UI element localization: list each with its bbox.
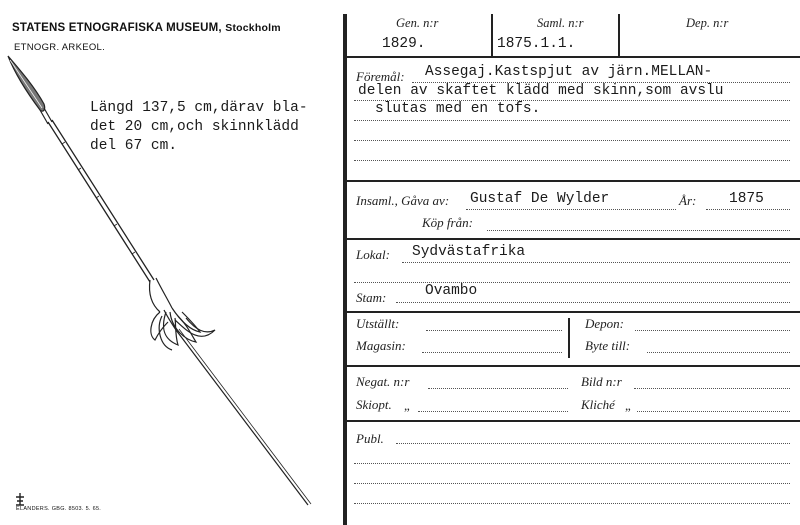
museum-city: Stockholm <box>225 22 281 34</box>
byte-till-label: Byte till: <box>585 338 631 353</box>
byte-till-dotline <box>647 352 790 353</box>
utstallt-dotline <box>426 330 562 331</box>
publ-dotline-3 <box>354 483 790 484</box>
lokal-dotline-2 <box>354 282 790 283</box>
lokal-label: Lokal: <box>356 247 390 262</box>
foremal-rule <box>347 180 800 182</box>
museum-name-text: STATENS ETNOGRAFISKA MUSEUM, <box>12 22 222 34</box>
publ-dotline-1 <box>396 443 790 444</box>
header-divider-1 <box>491 14 493 56</box>
bild-dotline <box>634 388 790 389</box>
publ-label: Publ. <box>356 431 384 446</box>
lokal-value: Sydvästafrika <box>412 244 526 260</box>
header-bottom-rule <box>347 56 800 58</box>
saml-nr-label: Saml. n:r <box>537 16 584 30</box>
kliche-ditto: „ <box>625 398 631 413</box>
foremal-dotline-4 <box>354 140 790 141</box>
bild-label: Bild n:r <box>581 374 622 389</box>
museum-name <box>12 22 281 34</box>
foremal-dotline-3 <box>354 120 790 121</box>
depon-dotline <box>635 330 790 331</box>
card-divider <box>343 14 347 525</box>
lokal-dotline-1 <box>402 262 790 263</box>
insaml-dotline <box>466 209 676 210</box>
header-divider-2 <box>618 14 620 56</box>
kliche-dotline <box>637 411 790 412</box>
stam-dotline <box>396 302 790 303</box>
skiopt-dotline <box>418 411 568 412</box>
insaml-year-label: År: <box>679 193 697 208</box>
insaml-year-value: 1875 <box>729 191 764 207</box>
gen-nr-label: Gen. n:r <box>396 16 439 30</box>
publ-dotline-2 <box>354 463 790 464</box>
description-line-2: det 20 cm,och skinnklädd <box>90 119 299 135</box>
insaml-label: Insaml., Gåva av: <box>356 193 450 208</box>
department-label: ETNOGR. ARKEOL. <box>14 42 106 53</box>
location-divider <box>568 318 570 358</box>
publ-dotline-4 <box>354 503 790 504</box>
stam-value: Ovambo <box>425 283 478 299</box>
stam-label: Stam: <box>356 290 387 305</box>
description-note <box>90 99 308 156</box>
insaml-value: Gustaf De Wylder <box>470 191 610 207</box>
kop-fran-dotline <box>487 230 790 231</box>
foremal-line-3: slutas med en tofs. <box>375 101 541 117</box>
photo-rule <box>347 420 800 422</box>
gen-nr-value: 1829. <box>382 36 426 52</box>
skiopt-ditto: „ <box>404 398 410 413</box>
printer-logo-icon <box>14 492 26 506</box>
foremal-dotline-2 <box>354 100 790 101</box>
insaml-year-dotline <box>706 209 790 210</box>
foremal-dotline-1 <box>412 82 790 83</box>
description-line-3: del 67 cm. <box>90 138 178 154</box>
dep-nr-label: Dep. n:r <box>686 16 729 30</box>
negat-label: Negat. n:r <box>356 374 410 389</box>
foremal-dotline-5 <box>354 160 790 161</box>
utstallt-label: Utställt: <box>356 316 400 331</box>
description-line-1: Längd 137,5 cm,därav bla- <box>90 100 308 116</box>
kliche-label: Kliché <box>581 397 615 412</box>
printer-mark: ELANDERS. GBG. 8503. 5. 65. <box>16 506 102 512</box>
negat-dotline <box>428 388 568 389</box>
magasin-dotline <box>422 352 562 353</box>
skiopt-label: Skiopt. <box>356 397 392 412</box>
saml-nr-value: 1875.1.1. <box>497 36 576 52</box>
insaml-rule <box>347 238 800 240</box>
foremal-line-1: Assegaj.Kastspjut av järn.MELLAN- <box>425 64 713 80</box>
kop-fran-label: Köp från: <box>422 215 473 230</box>
depon-label: Depon: <box>585 316 624 331</box>
magasin-label: Magasin: <box>356 338 406 353</box>
foremal-line-2: delen av skaftet klädd med skinn,som avslu <box>358 83 724 99</box>
stam-rule <box>347 311 800 313</box>
foremal-label: Föremål: <box>356 69 405 84</box>
location-rule <box>347 365 800 367</box>
